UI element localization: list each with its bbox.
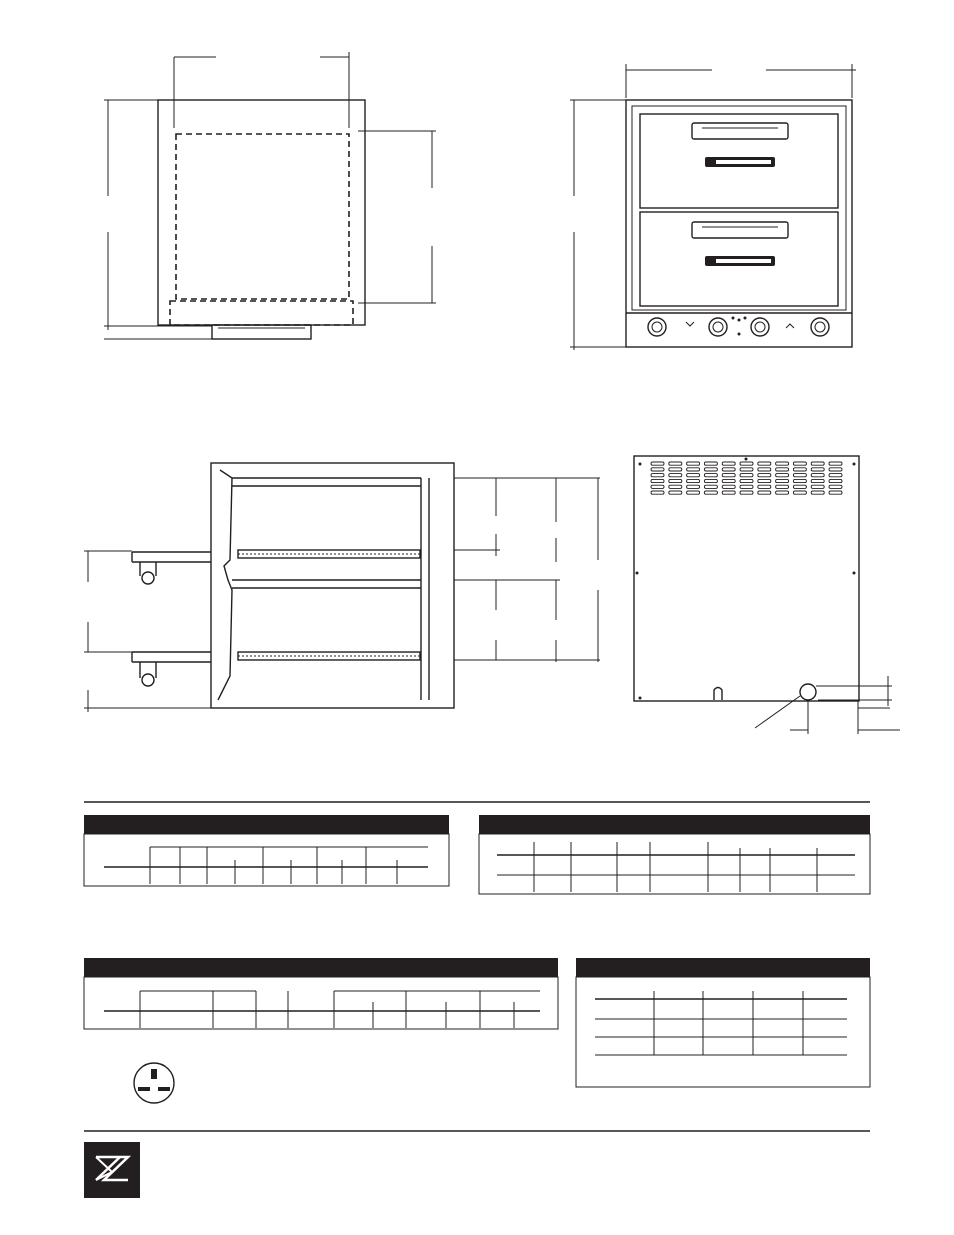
vent-slot	[811, 485, 824, 488]
lower-stone-deck	[238, 652, 420, 660]
vent-slot	[793, 485, 806, 488]
vent-slot	[829, 474, 842, 477]
table-3-header	[84, 958, 558, 977]
vent-slot	[758, 468, 771, 471]
vent-slot	[811, 479, 824, 482]
side-view-drawer-front	[170, 301, 353, 325]
vent-slot	[651, 468, 664, 471]
vent-slot	[740, 468, 753, 471]
vent-slot	[669, 479, 682, 482]
specifications-table-1	[84, 815, 449, 886]
vent-slot	[651, 479, 664, 482]
vent-slot	[651, 485, 664, 488]
specifications-table-2	[479, 815, 870, 894]
vent-slot	[687, 474, 700, 477]
vent-slot	[722, 485, 735, 488]
vent-slot	[776, 479, 789, 482]
vent-slot	[793, 468, 806, 471]
rear-outlet	[714, 688, 722, 701]
rear-view-panel	[634, 456, 859, 701]
vent-slot	[829, 485, 842, 488]
rear-view-dimension-lines	[755, 676, 900, 734]
vent-slot	[704, 462, 717, 465]
vent-slot	[704, 479, 717, 482]
vent-slot	[776, 462, 789, 465]
vent-slot	[776, 491, 789, 494]
nema-plug-icon	[134, 1063, 174, 1103]
chevron-down-icon	[686, 322, 694, 326]
hourglass-logo-icon	[84, 1142, 140, 1198]
vent-slot	[776, 485, 789, 488]
vent-slot	[651, 491, 664, 494]
vent-slot	[793, 479, 806, 482]
vent-slot	[811, 491, 824, 494]
vent-slot	[669, 474, 682, 477]
vent-slot	[669, 462, 682, 465]
vent-slot	[669, 485, 682, 488]
vent-slot	[811, 474, 824, 477]
upper-drawer-handle	[692, 123, 788, 139]
vent-slot	[829, 491, 842, 494]
vent-slot	[758, 479, 771, 482]
vent-slot	[722, 491, 735, 494]
side-view-inner-cavity	[176, 134, 349, 299]
front-view-dimension-lines	[570, 64, 856, 350]
section-view	[84, 463, 600, 712]
vent-slot	[811, 462, 824, 465]
vent-slot	[740, 485, 753, 488]
vent-slot	[704, 474, 717, 477]
vent-slot	[669, 491, 682, 494]
lower-drawer-extended	[132, 652, 211, 662]
vent-slot	[687, 462, 700, 465]
vent-slot	[811, 468, 824, 471]
upper-stone-deck	[238, 550, 420, 558]
rear-view	[634, 456, 900, 734]
vent-slot	[704, 468, 717, 471]
vent-slot	[722, 474, 735, 477]
table-4-header	[576, 958, 870, 977]
vent-slot	[687, 491, 700, 494]
side-view	[104, 52, 436, 339]
vent-slot	[829, 468, 842, 471]
vent-slot	[687, 479, 700, 482]
section-view-dimension-lines	[84, 478, 600, 712]
vent-slot	[758, 491, 771, 494]
vent-slot	[793, 462, 806, 465]
vent-slot	[758, 474, 771, 477]
vent-slot	[740, 462, 753, 465]
chevron-up-icon	[786, 324, 794, 328]
vent-slot	[740, 479, 753, 482]
specifications-table-4	[576, 958, 870, 1087]
upper-drawer-extended	[132, 552, 211, 562]
vent-slot	[722, 468, 735, 471]
vent-slot	[687, 485, 700, 488]
vent-slot	[829, 462, 842, 465]
left-knob-icon	[648, 318, 666, 336]
vent-slot	[776, 474, 789, 477]
vent-slot	[687, 468, 700, 471]
lower-drawer-handle	[692, 222, 788, 238]
right-knob-icon	[811, 318, 829, 336]
vent-slot	[704, 485, 717, 488]
table-1-header	[84, 815, 449, 834]
vent-slot	[758, 485, 771, 488]
specifications-table-3	[84, 958, 558, 1029]
vent-slot	[758, 462, 771, 465]
section-view-cabinet	[211, 463, 454, 708]
vent-slot	[704, 491, 717, 494]
vent-slot	[722, 462, 735, 465]
side-view-handle	[212, 325, 311, 339]
vent-slot	[651, 462, 664, 465]
vent-slots	[651, 462, 842, 494]
table-2-header	[479, 815, 870, 834]
side-view-dimension-lines	[104, 52, 436, 339]
vent-slot	[740, 491, 753, 494]
control-panel	[648, 317, 829, 337]
vent-slot	[829, 479, 842, 482]
vent-slot	[793, 474, 806, 477]
vent-slot	[793, 491, 806, 494]
power-cord-entry	[800, 684, 816, 700]
vent-slot	[669, 468, 682, 471]
center-left-knob-icon	[709, 318, 727, 336]
vent-slot	[651, 474, 664, 477]
vent-slot	[722, 479, 735, 482]
center-right-knob-icon	[751, 318, 769, 336]
front-view	[570, 64, 856, 350]
vent-slot	[740, 474, 753, 477]
vent-slot	[776, 468, 789, 471]
